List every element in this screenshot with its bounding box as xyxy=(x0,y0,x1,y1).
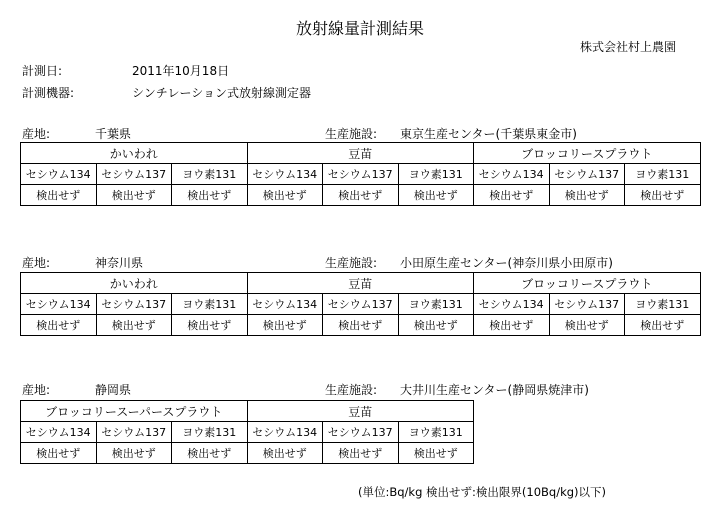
report-title: 放射線量計測結果 xyxy=(295,19,424,38)
product-row xyxy=(21,273,701,294)
facility-label: 生産施設: xyxy=(325,383,378,397)
region-name: 千葉県 xyxy=(95,127,132,141)
isotope-row xyxy=(21,422,474,443)
company-name: 株式会社村上農園 xyxy=(579,40,676,54)
facility-name: 東京生産センター(千葉県東金市) xyxy=(400,127,577,141)
result-cell: 検出せず xyxy=(247,443,323,464)
result-cell: 検出せず xyxy=(172,185,248,206)
results-table-chiba xyxy=(20,142,701,206)
isotope-header: セシウム134 xyxy=(21,294,97,315)
unit-footnote: (単位:Bq/kg 検出せず:検出限界(10Bq/kg)以下) xyxy=(358,485,607,499)
result-cell: 検出せず xyxy=(21,443,97,464)
isotope-header: セシウム137 xyxy=(96,294,172,315)
facility-name: 大井川生産センター(静岡県焼津市) xyxy=(400,383,589,397)
measure-date-label: 計測日: xyxy=(22,64,63,78)
result-cell: 検出せず xyxy=(323,443,399,464)
isotope-header: ヨウ素131 xyxy=(398,164,474,185)
result-cell: 検出せず xyxy=(247,185,323,206)
measure-date-value: 2011年10月18日 xyxy=(132,64,230,78)
isotope-header: セシウム134 xyxy=(474,164,550,185)
region-name: 静岡県 xyxy=(95,383,132,397)
facility-label: 生産施設: xyxy=(325,256,378,270)
isotope-header: セシウム134 xyxy=(474,294,550,315)
isotope-header: セシウム134 xyxy=(247,294,323,315)
region-label: 産地: xyxy=(22,256,51,270)
result-cell: 検出せず xyxy=(96,185,172,206)
result-cell: 検出せず xyxy=(398,315,474,336)
result-cell: 検出せず xyxy=(21,185,97,206)
product-header: 豆苗 xyxy=(247,143,474,164)
product-header: かいわれ xyxy=(21,273,248,294)
isotope-header: セシウム137 xyxy=(323,422,399,443)
result-cell: 検出せず xyxy=(96,315,172,336)
isotope-header: ヨウ素131 xyxy=(172,294,248,315)
result-row xyxy=(21,185,701,206)
result-cell: 検出せず xyxy=(247,315,323,336)
isotope-header: セシウム137 xyxy=(96,422,172,443)
isotope-header: ヨウ素131 xyxy=(398,422,474,443)
isotope-header: セシウム137 xyxy=(549,164,625,185)
result-cell: 検出せず xyxy=(323,185,399,206)
product-header: ブロッコリースプラウト xyxy=(474,273,701,294)
isotope-header: ヨウ素131 xyxy=(625,164,701,185)
isotope-header: セシウム134 xyxy=(21,164,97,185)
product-header: かいわれ xyxy=(21,143,248,164)
result-cell: 検出せず xyxy=(549,185,625,206)
region-label: 産地: xyxy=(22,383,51,397)
product-row xyxy=(21,143,701,164)
product-header: 豆苗 xyxy=(247,273,474,294)
isotope-row xyxy=(21,294,701,315)
results-table-shizuoka xyxy=(20,400,474,464)
region-name: 神奈川県 xyxy=(95,256,144,270)
isotope-header: セシウム134 xyxy=(21,422,97,443)
isotope-header: ヨウ素131 xyxy=(398,294,474,315)
product-header: 豆苗 xyxy=(247,401,474,422)
result-cell: 検出せず xyxy=(323,315,399,336)
instrument-label: 計測機器: xyxy=(22,86,75,100)
isotope-header: セシウム137 xyxy=(549,294,625,315)
region-label: 産地: xyxy=(22,127,51,141)
result-cell: 検出せず xyxy=(625,185,701,206)
result-cell: 検出せず xyxy=(474,315,550,336)
isotope-header: ヨウ素131 xyxy=(625,294,701,315)
isotope-header: セシウム134 xyxy=(247,422,323,443)
isotope-header: ヨウ素131 xyxy=(172,164,248,185)
product-row xyxy=(21,401,474,422)
isotope-header: セシウム134 xyxy=(247,164,323,185)
result-cell: 検出せず xyxy=(398,185,474,206)
isotope-header: セシウム137 xyxy=(96,164,172,185)
instrument-value: シンチレーション式放射線測定器 xyxy=(132,86,311,100)
facility-name: 小田原生産センター(神奈川県小田原市) xyxy=(400,256,613,270)
product-header: ブロッコリースプラウト xyxy=(474,143,701,164)
product-header: ブロッコリースーパースプラウト xyxy=(21,401,248,422)
result-row xyxy=(21,315,701,336)
result-cell: 検出せず xyxy=(474,185,550,206)
isotope-row xyxy=(21,164,701,185)
isotope-header: セシウム137 xyxy=(323,294,399,315)
result-cell: 検出せず xyxy=(21,315,97,336)
result-cell: 検出せず xyxy=(625,315,701,336)
isotope-header: ヨウ素131 xyxy=(172,422,248,443)
facility-label: 生産施設: xyxy=(325,127,378,141)
results-table-kanagawa xyxy=(20,272,701,336)
result-cell: 検出せず xyxy=(96,443,172,464)
result-row xyxy=(21,443,474,464)
result-cell: 検出せず xyxy=(172,315,248,336)
result-cell: 検出せず xyxy=(172,443,248,464)
isotope-header: セシウム137 xyxy=(323,164,399,185)
result-cell: 検出せず xyxy=(398,443,474,464)
result-cell: 検出せず xyxy=(549,315,625,336)
